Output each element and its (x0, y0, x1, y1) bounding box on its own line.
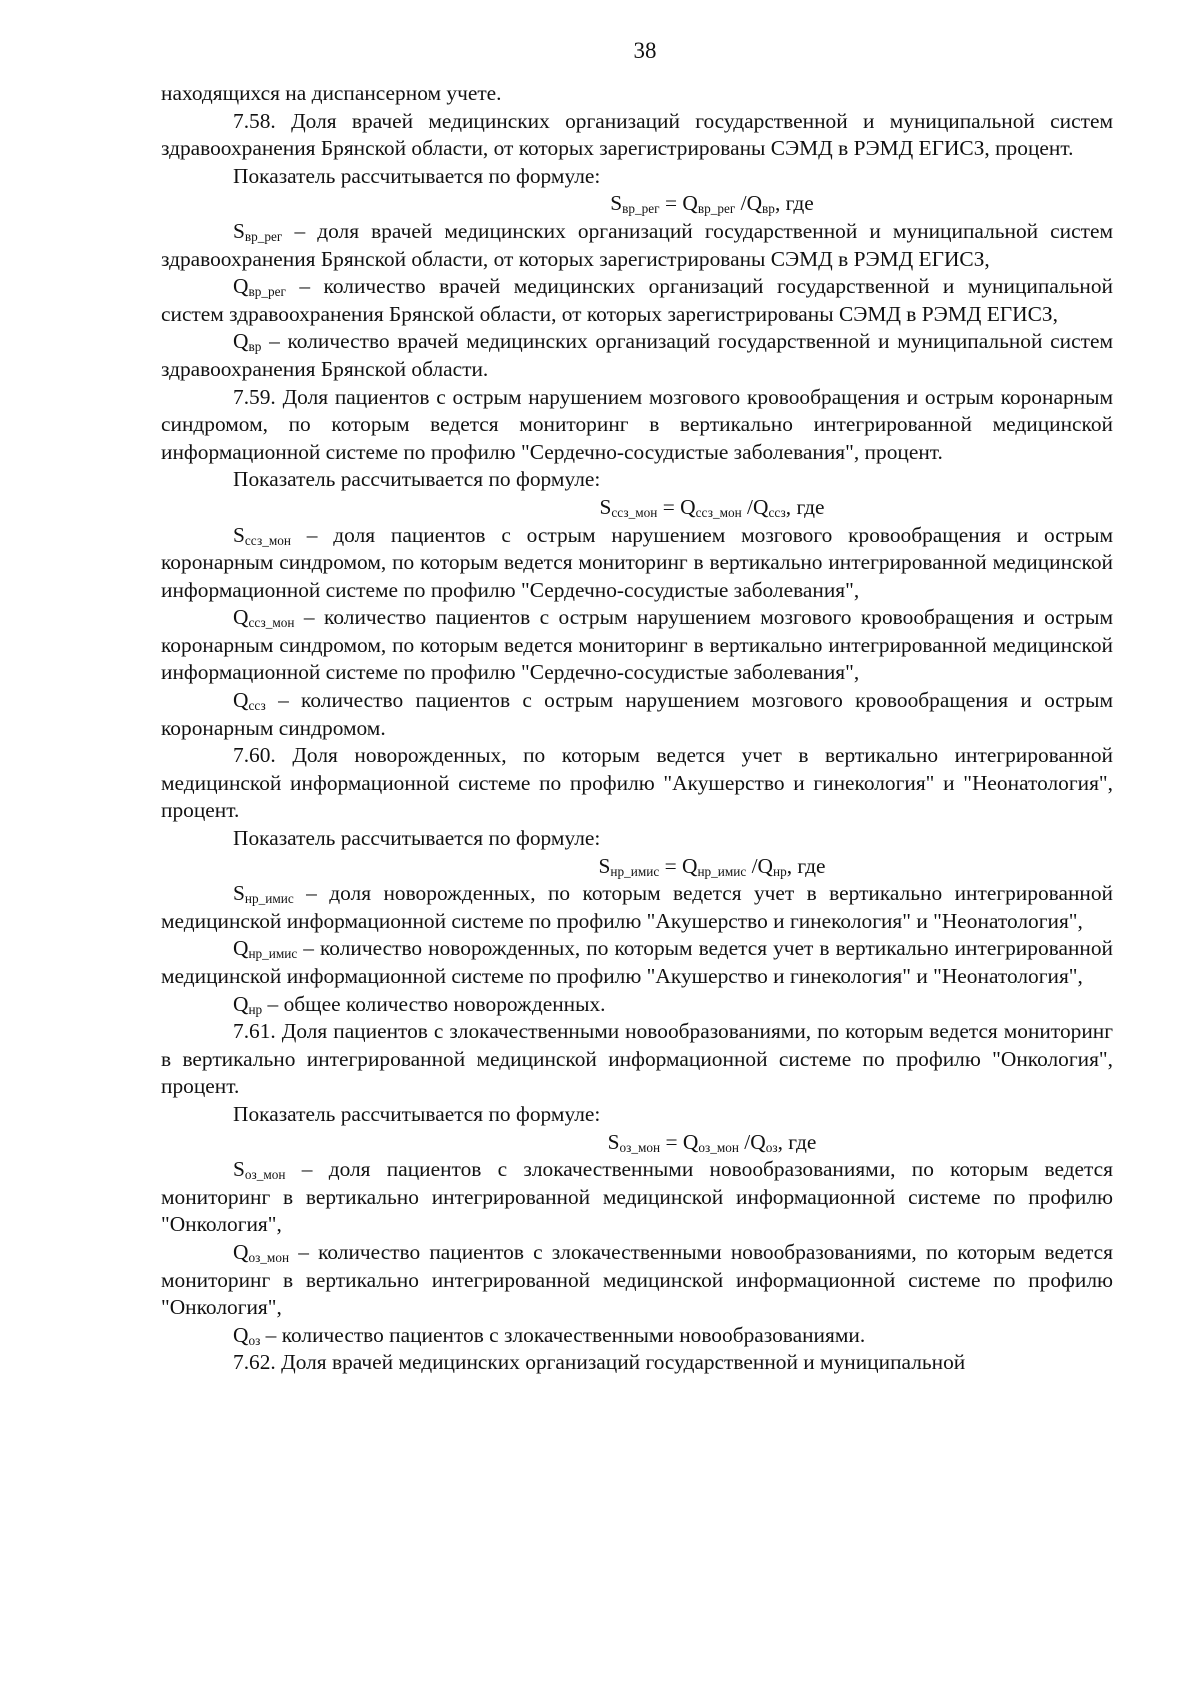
paragraph-text: Q (233, 1239, 249, 1264)
paragraph-text: S (233, 522, 245, 547)
paragraph-text: – доля новорожденных, по которым ведется учет в вертикально интегрированной медицинской информационной системе по профилю "Акушерство и гинекология" и "Неонатология", (161, 881, 1113, 933)
paragraph-text: S (233, 218, 245, 243)
paragraph (161, 1018, 1113, 1101)
subscript-text: оз_мон (248, 1249, 290, 1265)
paragraph (161, 1101, 1113, 1129)
formula (161, 190, 1113, 218)
paragraph-text: 7.58. Доля врачей медицинских организаций государственной и муниципальной систем здравоохранения Брянской области, от которых зарегистрированы СЭМД в РЭМД ЕГИСЗ, процент. (161, 108, 1113, 161)
paragraph-text: – доля пациентов с острым нарушением мозгового кровообращения и острым коронарным синдромом, по которым ведется мониторинг в вертикально интегрированной медицинской информационной системе по профилю "Сердечно-сосудистые заболевания", (161, 522, 1113, 602)
paragraph-text: = Q (659, 191, 698, 216)
paragraph-text: Q (233, 274, 249, 299)
paragraph-text: S (598, 853, 611, 878)
subscript-text: вр (248, 339, 262, 355)
paragraph-text: Показатель рассчитывается по формуле: (233, 163, 601, 188)
paragraph (161, 328, 1113, 383)
paragraph-text: – общее количество новорожденных. (262, 991, 606, 1016)
subscript-text: нр_имис (610, 863, 660, 879)
subscript-text: оз_мон (698, 1139, 739, 1155)
paragraph (161, 880, 1113, 935)
paragraph-text: – доля врачей медицинских организаций государственной и муниципальной систем здравоохранения Брянской области, от которых зарегистрированы СЭМД в РЭМД ЕГИСЗ, (161, 218, 1113, 271)
paragraph-text: Показатель рассчитывается по формуле: (233, 826, 601, 851)
paragraph-text: /Q (738, 1129, 766, 1154)
subscript-text: ссз_мон (611, 504, 658, 520)
subscript-text: нр_имис (697, 863, 747, 879)
paragraph-text: S (233, 1157, 245, 1182)
paragraph-text: 7.60. Доля новорожденных, по которым ведется учет в вертикально интегрированной медицинской информационной системе по профилю "Акушерство и гинекология" и "Неонатология", процент. (161, 743, 1113, 823)
paragraph (161, 604, 1113, 687)
paragraph-text: 7.59. Доля пациентов с острым нарушением мозгового кровообращения и острым коронарным синдромом, по которым ведется мониторинг в вертикально интегрированной медицинской информационной системе по профилю "Сердечно-сосудистые заболевания", процент. (161, 384, 1113, 464)
subscript-text: оз (248, 1332, 261, 1348)
paragraph-text: Q (233, 329, 249, 354)
paragraph-text: S (599, 494, 612, 519)
paragraph-text: , где (786, 853, 826, 878)
paragraph-text: – количество новорожденных, по которым ведется учет в вертикально интегрированной медицинской информационной системе по профилю "Акушерство и гинекология" и "Неонатология", (161, 936, 1113, 988)
paragraph (161, 273, 1113, 328)
formula (161, 853, 1113, 881)
paragraph-text: 7.61. Доля пациентов с злокачественными новообразованиями, по которым ведется мониторинг в вертикально интегрированной медицинской информационной системе по профилю "Онкология", процент. (161, 1019, 1113, 1099)
subscript-text: нр_имис (244, 891, 294, 907)
paragraph-text: , где (774, 191, 814, 216)
subscript-text: оз_мон (619, 1139, 661, 1155)
subscript-text: ссз_мон (244, 532, 291, 548)
paragraph (161, 1156, 1113, 1239)
paragraph (161, 825, 1113, 853)
page-number: 38 (633, 38, 657, 63)
paragraph-text: = Q (659, 853, 698, 878)
subscript-text: вр_рег (622, 201, 660, 217)
paragraph-text: S (607, 1129, 620, 1154)
subscript-text: ссз (768, 504, 786, 520)
paragraph-text: /Q (741, 494, 769, 519)
subscript-text: вр_рег (697, 201, 736, 217)
paragraph (161, 935, 1113, 990)
paragraph (161, 163, 1113, 191)
paragraph-text: , где (777, 1129, 817, 1154)
paragraph (161, 384, 1113, 467)
subscript-text: оз (765, 1139, 778, 1155)
paragraph (161, 218, 1113, 273)
paragraph (161, 991, 1113, 1019)
paragraph (161, 522, 1113, 605)
paragraph-text: 7.62. Доля врачей медицинских организаций государственной и муниципальной (233, 1350, 966, 1375)
paragraph-text: Q (233, 936, 249, 961)
paragraph-text: – количество врачей медицинских организаций государственной и муниципальной систем здравоохранения Брянской области. (161, 329, 1113, 381)
subscript-text: ссз_мон (248, 615, 295, 631)
paragraph (161, 1322, 1113, 1350)
paragraph-text: – количество пациентов с острым нарушением мозгового кровообращения и острым коронарным синдромом, по которым ведется мониторинг в вертикально интегрированной медицинской информационной системе по профилю "Сердечно-сосудистые заболевания", (161, 605, 1113, 685)
subscript-text: вр_рег (244, 228, 283, 244)
paragraph-text: – количество пациентов с острым нарушением мозгового кровообращения и острым коронарным синдромом. (161, 688, 1113, 740)
paragraph (161, 466, 1113, 494)
paragraph-text: S (233, 881, 245, 906)
document-body (161, 80, 1113, 1377)
subscript-text: нр (248, 1001, 263, 1017)
subscript-text: нр (772, 863, 787, 879)
paragraph (161, 1349, 1113, 1377)
subscript-text: оз_мон (244, 1167, 286, 1183)
paragraph (161, 687, 1113, 742)
paragraph-text: , где (785, 494, 825, 519)
paragraph-text: Показатель рассчитывается по формуле: (233, 1101, 601, 1126)
paragraph-text: – доля пациентов с злокачественными новообразованиями, по которым ведется мониторинг в вертикально интегрированной медицинской информационной системе по профилю "Онкология", (161, 1157, 1113, 1237)
formula (161, 1129, 1113, 1157)
paragraph-text: – количество пациентов с злокачественными новообразованиями, по которым ведется мониторинг в вертикально интегрированной медицинской информационной системе по профилю "Онкология", (161, 1239, 1113, 1320)
subscript-text: ссз (248, 697, 266, 713)
subscript-text: вр_рег (248, 284, 286, 300)
subscript-text: вр (762, 201, 775, 217)
paragraph-text: находящихся на диспансерном учете. (161, 81, 502, 105)
paragraph-text: Q (233, 1322, 249, 1347)
paragraph-text: Q (233, 991, 249, 1016)
paragraph-text: = Q (657, 494, 696, 519)
formula (161, 494, 1113, 522)
paragraph-text: – количество врачей медицинских организаций государственной и муниципальной систем здравоохранения Брянской области, от которых зарегистрированы СЭМД в РЭМД ЕГИСЗ, (161, 274, 1113, 326)
paragraph-text: – количество пациентов с злокачественными новообразованиями. (260, 1322, 866, 1347)
paragraph (161, 80, 1113, 108)
paragraph (161, 108, 1113, 163)
paragraph (161, 742, 1113, 825)
paragraph-text: /Q (746, 853, 773, 878)
subscript-text: ссз_мон (695, 504, 742, 520)
paragraph-text: S (610, 191, 623, 216)
paragraph-text: Q (233, 605, 249, 630)
paragraph-text: Показатель рассчитывается по формуле: (233, 467, 601, 492)
subscript-text: нр_имис (248, 946, 298, 962)
paragraph-text: = Q (660, 1129, 699, 1154)
paragraph-text: Q (233, 688, 249, 713)
paragraph-text: /Q (735, 191, 763, 216)
paragraph (161, 1239, 1113, 1322)
